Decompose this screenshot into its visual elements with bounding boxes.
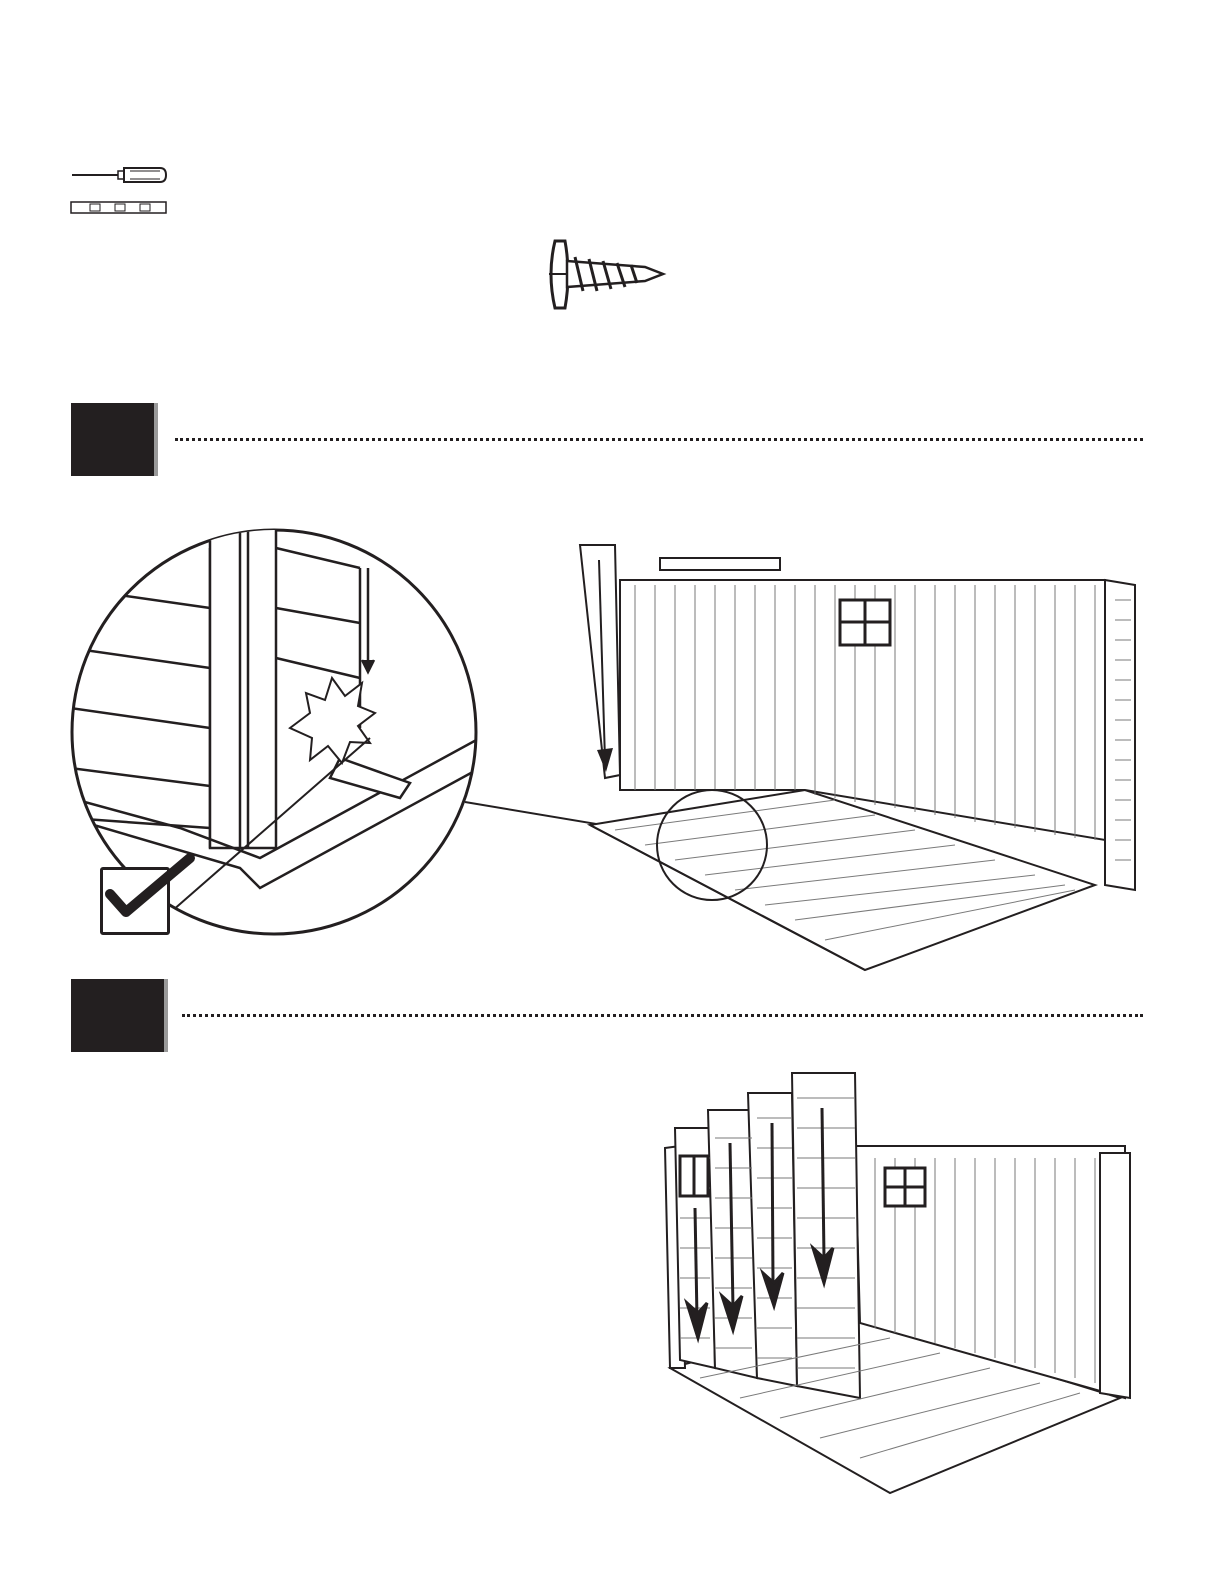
step-1-number-block	[71, 403, 154, 476]
screwdriver-icon	[70, 160, 170, 190]
level-icon	[70, 200, 170, 216]
screw-icon	[545, 237, 670, 312]
step-2-divider	[182, 1014, 1143, 1017]
step-1-shed-illustration	[575, 540, 1145, 980]
step-2-shed-illustration	[660, 1068, 1140, 1508]
step-2-number-block	[71, 979, 164, 1052]
step-1-divider	[175, 438, 1143, 441]
checkmark-icon	[104, 850, 204, 930]
